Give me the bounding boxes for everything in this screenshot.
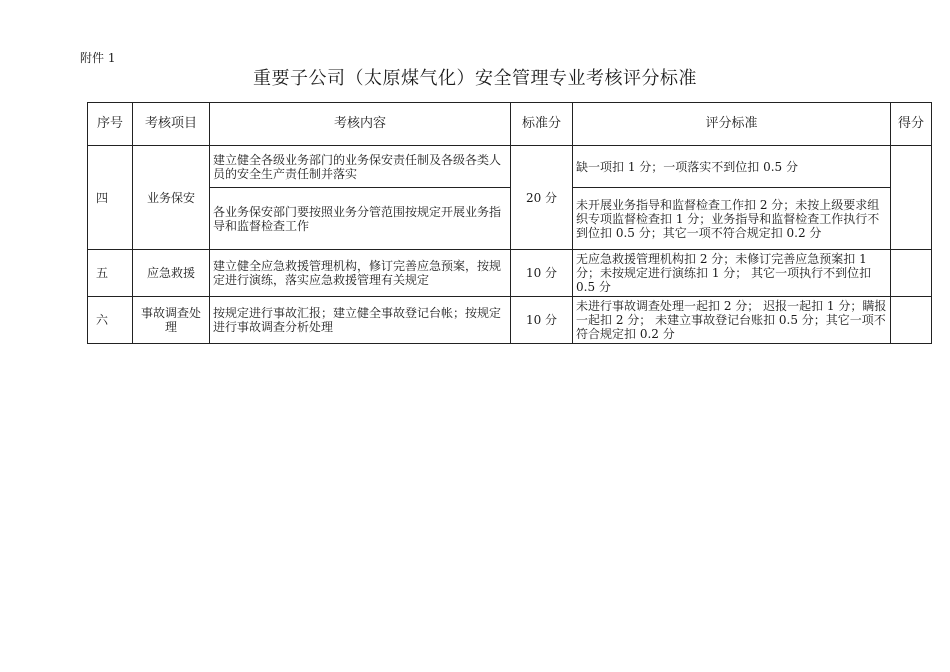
table-row [88, 297, 932, 344]
row-content: 各业务保安部门要按照业务分管范围按规定开展业务指导和监督检查工作 [210, 188, 511, 250]
document-title: 重要子公司（太原煤气化）安全管理专业考核评分标准 [253, 68, 697, 89]
table-header-row [88, 103, 932, 146]
row-no: 五 [88, 250, 133, 297]
row-result-cell [891, 146, 932, 250]
table-row [88, 146, 932, 188]
header-content: 考核内容 [210, 103, 511, 146]
row-score: 20 分 [511, 146, 573, 250]
header-item: 考核项目 [133, 103, 210, 146]
row-result-cell [891, 297, 932, 344]
row-no: 六 [88, 297, 133, 344]
row-criteria: 缺一项扣 1 分；一项落实不到位扣 0.5 分 [573, 146, 891, 188]
header-criteria: 评分标准 [573, 103, 891, 146]
row-score: 10 分 [511, 250, 573, 297]
row-no: 四 [88, 146, 133, 250]
table-row [88, 250, 932, 297]
row-item: 事故调查处理 [133, 297, 210, 344]
row-content: 建立健全各级业务部门的业务保安责任制及各级各类人员的安全生产责任制并落实 [210, 146, 511, 188]
scoring-standard-table [87, 102, 932, 344]
header-result: 得分 [891, 103, 932, 146]
row-criteria: 无应急救援管理机构扣 2 分；未修订完善应急预案扣 1 分；未按规定进行演练扣 1 分； 其它一项执行不到位扣 0.5 分 [573, 250, 891, 297]
row-criteria: 未开展业务指导和监督检查工作扣 2 分；未按上级要求组织专项监督检查扣 1 分；业务指导和监督检查工作执行不到位扣 0.5 分；其它一项不符合规定扣 0.2 分 [573, 188, 891, 250]
attachment-label: 附件 1 [80, 51, 116, 65]
row-result-cell [891, 250, 932, 297]
row-item: 应急救援 [133, 250, 210, 297]
header-no: 序号 [88, 103, 133, 146]
table-row [88, 188, 932, 250]
row-item: 业务保安 [133, 146, 210, 250]
header-score: 标准分 [511, 103, 573, 146]
row-content: 建立健全应急救援管理机构，修订完善应急预案，按规定进行演练，落实应急救援管理有关规定 [210, 250, 511, 297]
row-score: 10 分 [511, 297, 573, 344]
row-criteria: 未进行事故调查处理一起扣 2 分； 迟报一起扣 1 分；瞒报一起扣 2 分； 未建立事故登记台账扣 0.5 分；其它一项不符合规定扣 0.2 分 [573, 297, 891, 344]
row-content: 按规定进行事故汇报；建立健全事故登记台帐；按规定进行事故调查分析处理 [210, 297, 511, 344]
